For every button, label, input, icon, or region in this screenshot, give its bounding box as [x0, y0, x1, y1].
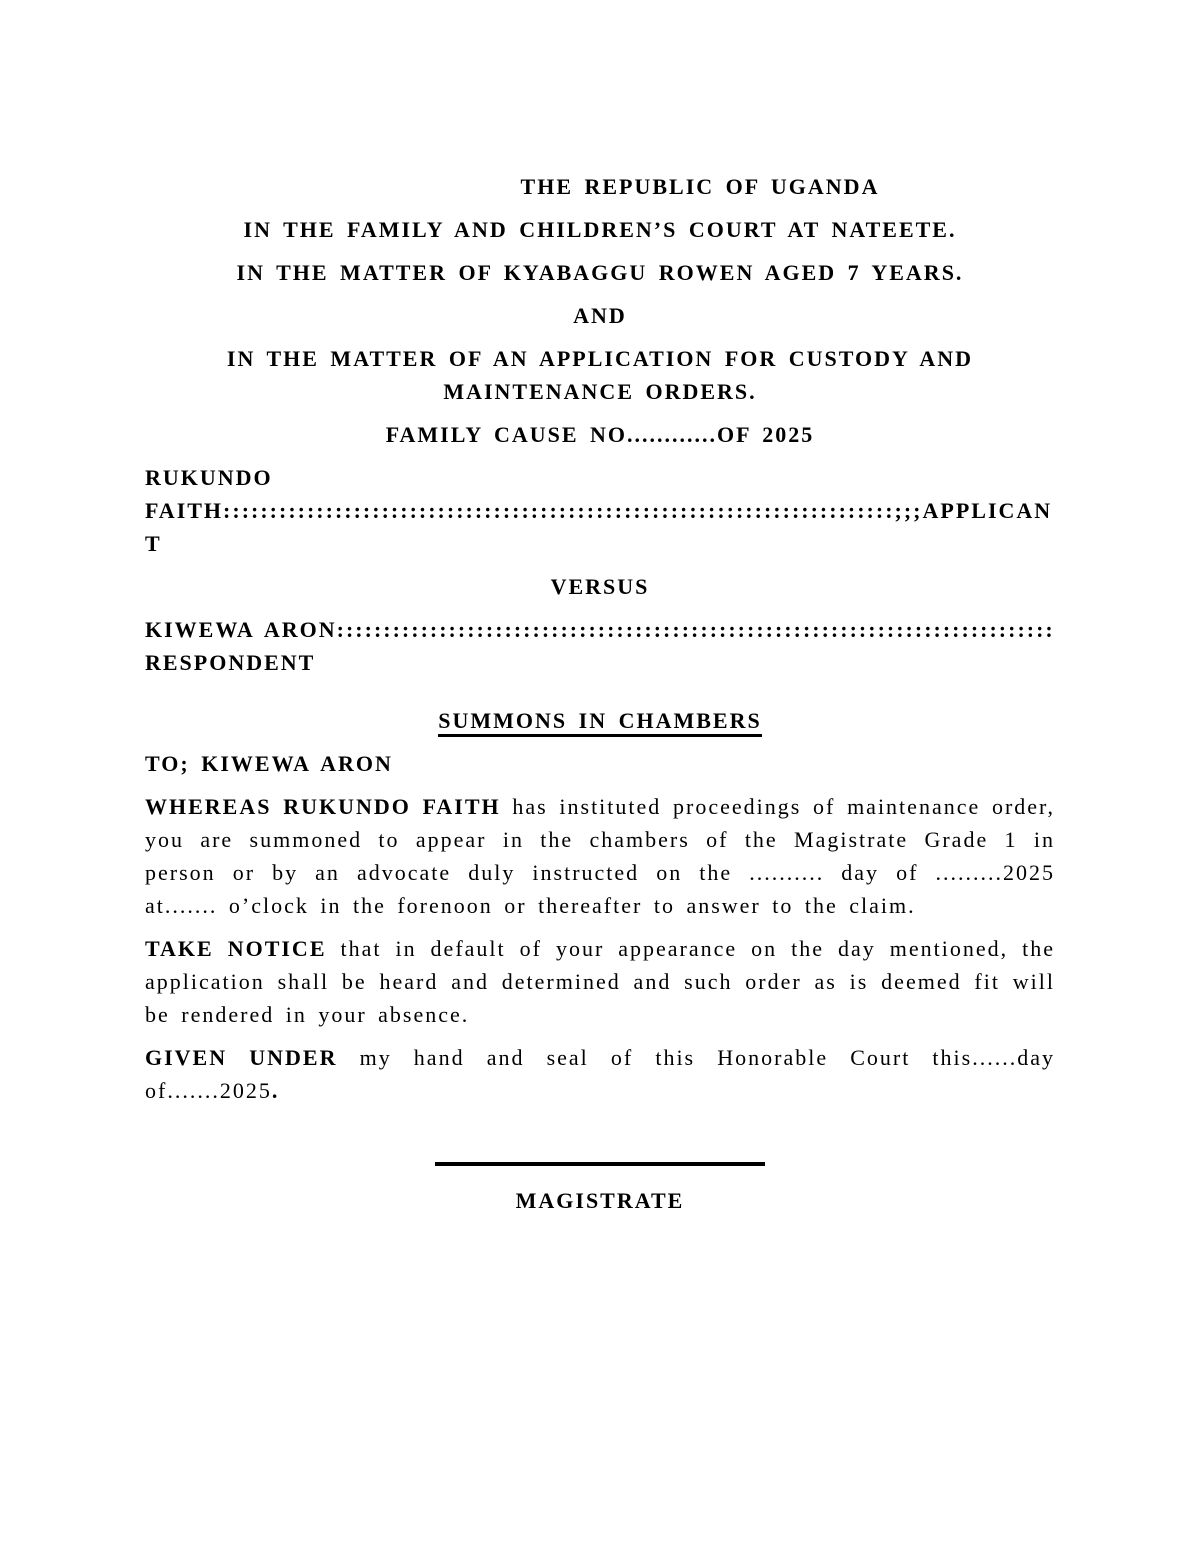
document-title: THE REPUBLIC OF UGANDA — [520, 174, 880, 199]
applicant-line: RUKUNDO FAITH::::::::::::::::::::::::::::::::::::::::::::::::::::::::::::::::::::::::;;;APPLICANT — [145, 465, 1053, 556]
take-notice-body: that in default of your appearance on the day mentioned, the application shall be heard and determined and such order as is deemed fit will be rendered in your absence. — [145, 936, 1055, 1027]
given-under-period: . — [271, 1078, 280, 1103]
matter-line-1: IN THE MATTER OF KYABAGGU ROWEN AGED 7 YEARS. — [236, 260, 964, 285]
respondent-line: KIWEWA ARON::::::::::::::::::::::::::::::::::::::::::::::::::::::::::::::::::::::::::::: RESPONDENT — [145, 617, 1055, 675]
whereas-body: has instituted proceedings of maintenance order, you are summoned to appear in the chambers of the Magistrate Grade 1 in person or by an advocate duly instructed on the .......... day of .........2025 at....... o’clock in the forenoon or thereafter to answer to the claim. — [145, 794, 1055, 918]
given-under-body: my hand and seal of this Honorable Court this......day of.......2025 — [145, 1045, 1055, 1103]
summons-heading-text: SUMMONS IN CHAMBERS — [438, 708, 761, 737]
take-notice-lead: TAKE NOTICE — [145, 936, 327, 961]
whereas-paragraph — [145, 790, 1055, 922]
court-line: IN THE FAMILY AND CHILDREN’S COURT AT NATEETE. — [243, 217, 957, 242]
matter-line-2: IN THE MATTER OF AN APPLICATION FOR CUSTODY AND MAINTENANCE ORDERS. — [226, 346, 974, 404]
given-under-lead: GIVEN UNDER — [145, 1045, 338, 1070]
versus-label: VERSUS — [550, 574, 650, 599]
take-notice-paragraph — [145, 932, 1055, 1031]
signature-line — [435, 1162, 765, 1166]
cause-number-line: FAMILY CAUSE NO............OF 2025 — [385, 422, 815, 447]
summons-heading — [145, 704, 1055, 737]
and-separator: AND — [573, 303, 627, 328]
magistrate-label: MAGISTRATE — [515, 1188, 685, 1213]
given-under-paragraph — [145, 1041, 1055, 1107]
to-line: TO; KIWEWA ARON — [145, 751, 393, 776]
whereas-lead: WHEREAS RUKUNDO FAITH — [145, 794, 501, 819]
